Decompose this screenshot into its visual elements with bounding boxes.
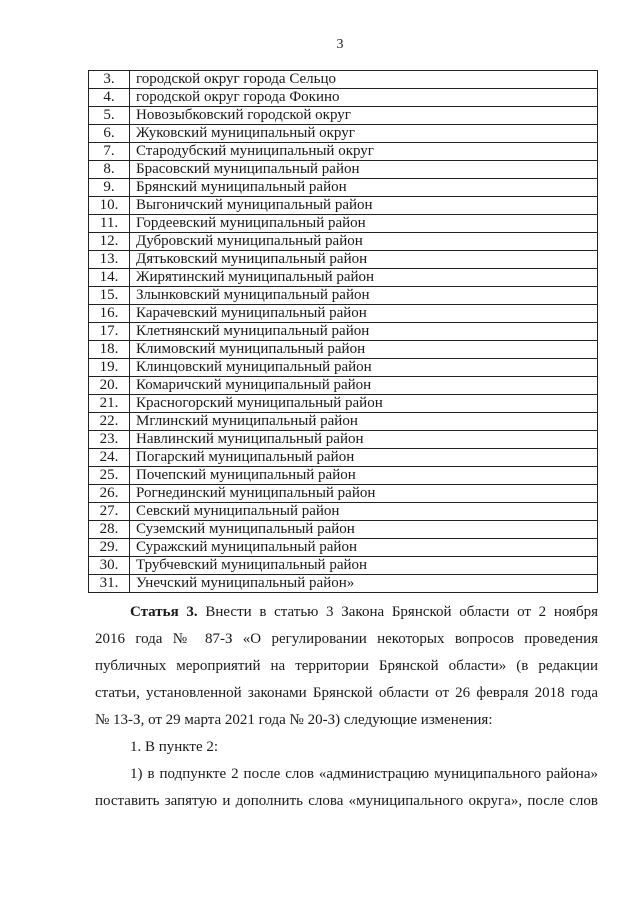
table-row bbox=[89, 557, 598, 575]
article-line: публичных мероприятий на территории Брянской области» (в редакции bbox=[95, 658, 598, 674]
article-line-text: Внести в статью 3 Закона Брянской области от 2 ноября bbox=[205, 604, 598, 620]
row-number: 28. bbox=[89, 521, 130, 539]
page-number: 3 bbox=[336, 37, 344, 52]
table-row bbox=[89, 125, 598, 143]
row-name: Жирятинский муниципальный район bbox=[130, 269, 598, 287]
row-name: Брасовский муниципальный район bbox=[130, 161, 598, 179]
table-row bbox=[89, 89, 598, 107]
table-row bbox=[89, 215, 598, 233]
municipalities-table bbox=[88, 70, 598, 593]
table-row bbox=[89, 71, 598, 89]
article-line: 2016 года № 87-З «О регулировании некоторых вопросов проведения bbox=[95, 631, 598, 647]
row-name: Жуковский муниципальный округ bbox=[130, 125, 598, 143]
row-number: 16. bbox=[89, 305, 130, 323]
row-number: 19. bbox=[89, 359, 130, 377]
table-row bbox=[89, 539, 598, 557]
row-name: Карачевский муниципальный район bbox=[130, 305, 598, 323]
row-name: Злынковский муниципальный район bbox=[130, 287, 598, 305]
row-number: 20. bbox=[89, 377, 130, 395]
table-row bbox=[89, 287, 598, 305]
row-number: 11. bbox=[89, 215, 130, 233]
table-row bbox=[89, 143, 598, 161]
article-line: № 13-З, от 29 марта 2021 года № 20-З) следующие изменения: bbox=[95, 712, 493, 728]
row-name: Унечский муниципальный район» bbox=[130, 575, 598, 593]
row-name: Климовский муниципальный район bbox=[130, 341, 598, 359]
table-row bbox=[89, 377, 598, 395]
row-name: Новозыбковский городской округ bbox=[130, 107, 598, 125]
row-number: 29. bbox=[89, 539, 130, 557]
row-number: 25. bbox=[89, 467, 130, 485]
table-row bbox=[89, 341, 598, 359]
table-row bbox=[89, 323, 598, 341]
row-number: 9. bbox=[89, 179, 130, 197]
table-row bbox=[89, 251, 598, 269]
row-number: 3. bbox=[89, 71, 130, 89]
row-number: 5. bbox=[89, 107, 130, 125]
row-name: Гордеевский муниципальный район bbox=[130, 215, 598, 233]
table-row bbox=[89, 413, 598, 431]
row-number: 23. bbox=[89, 431, 130, 449]
article-line bbox=[95, 599, 598, 626]
row-number: 26. bbox=[89, 485, 130, 503]
row-number: 12. bbox=[89, 233, 130, 251]
row-number: 24. bbox=[89, 449, 130, 467]
row-number: 13. bbox=[89, 251, 130, 269]
row-name: Брянский муниципальный район bbox=[130, 179, 598, 197]
row-name: Погарский муниципальный район bbox=[130, 449, 598, 467]
row-name: Дубровский муниципальный район bbox=[130, 233, 598, 251]
table-row bbox=[89, 269, 598, 287]
row-number: 6. bbox=[89, 125, 130, 143]
table-row bbox=[89, 575, 598, 593]
row-name: Трубчевский муниципальный район bbox=[130, 557, 598, 575]
row-name: Клинцовский муниципальный район bbox=[130, 359, 598, 377]
row-number: 27. bbox=[89, 503, 130, 521]
row-name: Рогнединский муниципальный район bbox=[130, 485, 598, 503]
body-text bbox=[95, 599, 598, 815]
row-number: 18. bbox=[89, 341, 130, 359]
table-row bbox=[89, 431, 598, 449]
article-line: статьи, установленной законами Брянской области от 26 февраля 2018 года bbox=[95, 685, 598, 701]
row-name: Клетнянский муниципальный район bbox=[130, 323, 598, 341]
row-number: 7. bbox=[89, 143, 130, 161]
row-name: Красногорский муниципальный район bbox=[130, 395, 598, 413]
row-name: Дятьковский муниципальный район bbox=[130, 251, 598, 269]
subpoint-line: 1) в подпункте 2 после слов «администрацию муниципального района» bbox=[130, 766, 598, 782]
table-row bbox=[89, 521, 598, 539]
row-name: Стародубский муниципальный округ bbox=[130, 143, 598, 161]
table-row bbox=[89, 107, 598, 125]
table-row bbox=[89, 359, 598, 377]
row-number: 17. bbox=[89, 323, 130, 341]
table-row bbox=[89, 467, 598, 485]
row-number: 22. bbox=[89, 413, 130, 431]
table-row bbox=[89, 503, 598, 521]
table-row bbox=[89, 395, 598, 413]
row-name: городской округ города Сельцо bbox=[130, 71, 598, 89]
row-number: 10. bbox=[89, 197, 130, 215]
article-label: Статья 3. bbox=[130, 604, 198, 620]
row-name: городской округ города Фокино bbox=[130, 89, 598, 107]
row-name: Почепский муниципальный район bbox=[130, 467, 598, 485]
row-name: Севский муниципальный район bbox=[130, 503, 598, 521]
point-line: 1. В пункте 2: bbox=[130, 739, 219, 755]
row-name: Комаричский муниципальный район bbox=[130, 377, 598, 395]
row-name: Навлинский муниципальный район bbox=[130, 431, 598, 449]
row-number: 4. bbox=[89, 89, 130, 107]
row-name: Выгоничский муниципальный район bbox=[130, 197, 598, 215]
row-name: Суземский муниципальный район bbox=[130, 521, 598, 539]
table-row bbox=[89, 197, 598, 215]
table-row bbox=[89, 179, 598, 197]
table-row bbox=[89, 485, 598, 503]
row-number: 8. bbox=[89, 161, 130, 179]
row-name: Суражский муниципальный район bbox=[130, 539, 598, 557]
row-number: 15. bbox=[89, 287, 130, 305]
row-number: 30. bbox=[89, 557, 130, 575]
row-number: 31. bbox=[89, 575, 130, 593]
row-number: 14. bbox=[89, 269, 130, 287]
table-row bbox=[89, 449, 598, 467]
table-row bbox=[89, 305, 598, 323]
table-row bbox=[89, 161, 598, 179]
row-name: Мглинский муниципальный район bbox=[130, 413, 598, 431]
subpoint-line: поставить запятую и дополнить слова «муниципального округа», после слов bbox=[95, 793, 598, 809]
table-row bbox=[89, 233, 598, 251]
row-number: 21. bbox=[89, 395, 130, 413]
